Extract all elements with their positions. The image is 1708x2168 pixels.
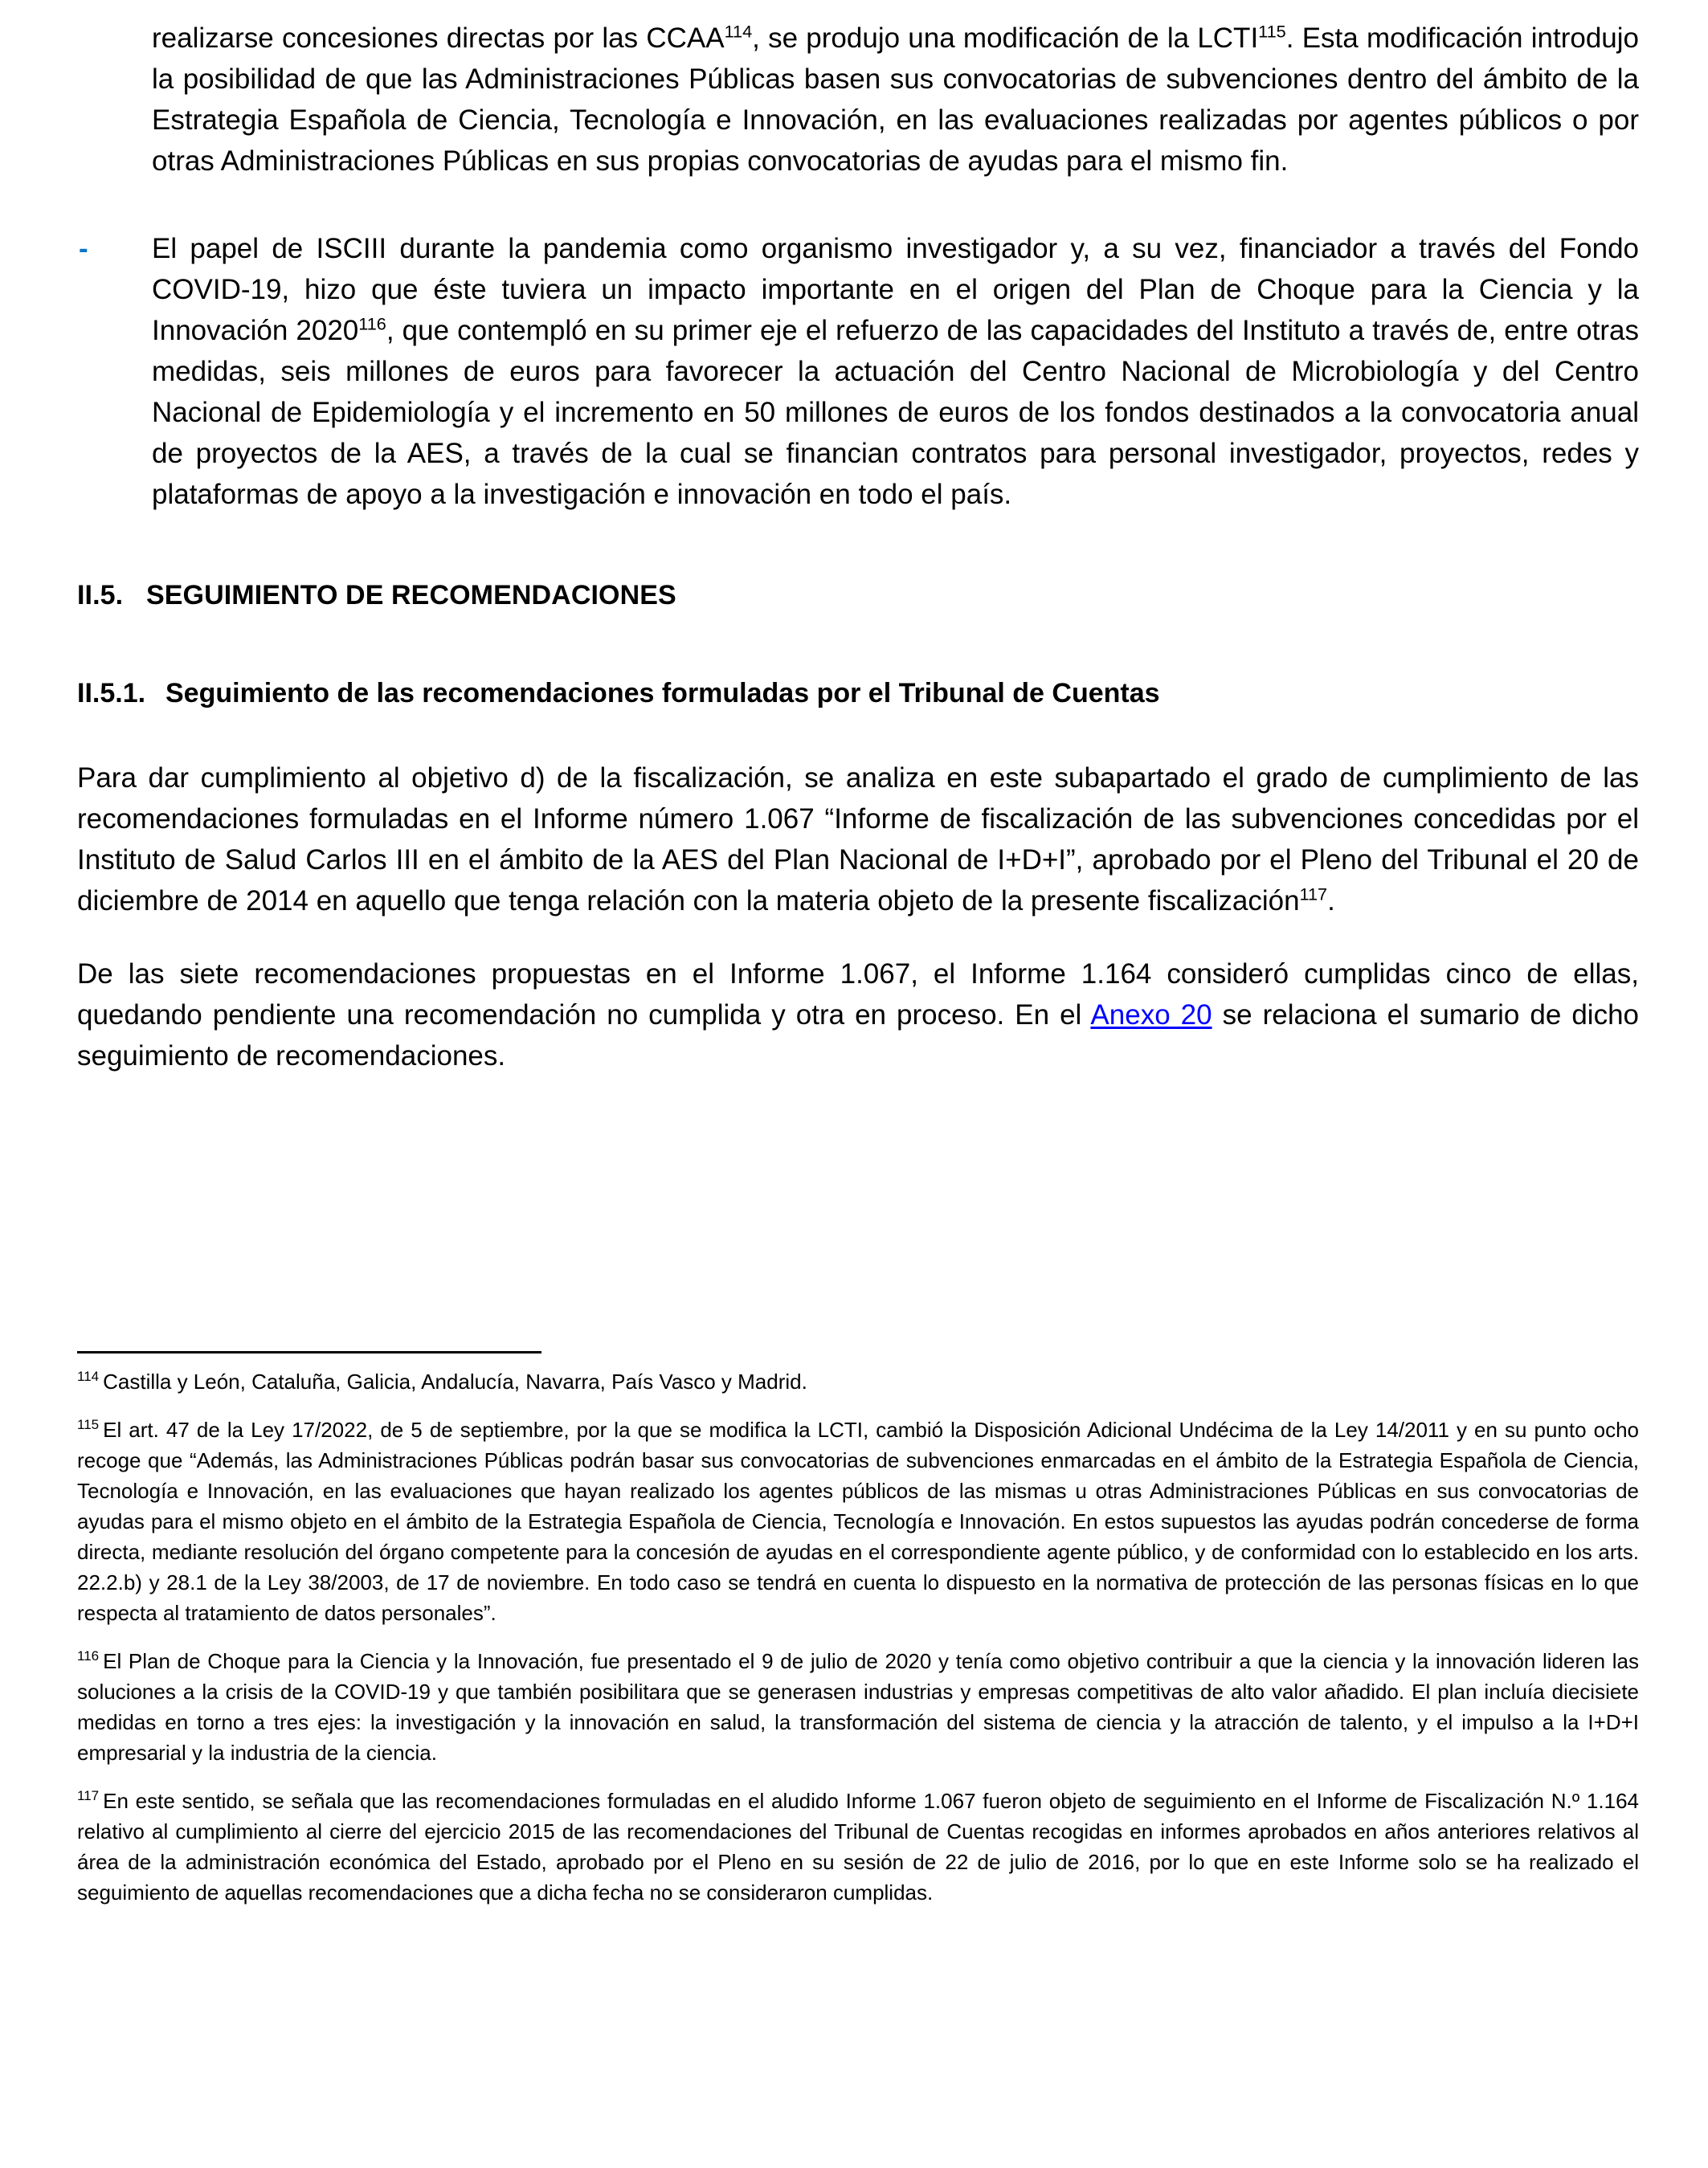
paragraph-continued <box>77 18 1639 182</box>
paragraph-objetivo-part2: . <box>1327 885 1335 917</box>
subsection-heading-ii-5-1 <box>77 676 1639 711</box>
bullet-item-part1: El papel de ISCIII durante la pandemia como organismo investigador y, a su vez, financiador a través del Fondo COVID-19, hizo que éste tuviera un impacto importante en el origen del Plan de Choque para la Ciencia y la Innovación 2020 <box>152 233 1639 346</box>
paragraph-continued-part1: realizarse concesiones directas por las CCAA <box>152 22 725 54</box>
footnote-115 <box>77 1415 1639 1628</box>
footnote-117 <box>77 1786 1639 1908</box>
footnote-ref-116[interactable]: 116 <box>358 313 386 334</box>
footnote-area <box>77 1351 1639 1908</box>
section-heading-ii-5 <box>77 578 1639 613</box>
spacer <box>77 515 1639 578</box>
paragraph-continued-part2: , se produjo una modificación de la LCTI <box>752 22 1259 54</box>
anexo-20-link[interactable]: Anexo 20 <box>1090 999 1212 1031</box>
spacer <box>77 613 1639 676</box>
footnote-number: 115 <box>77 1417 100 1433</box>
subsection-heading-title: Seguimiento de las recomendaciones formuladas por el Tribunal de Cuentas <box>165 678 1160 708</box>
footnote-number: 116 <box>77 1648 100 1664</box>
footnote-text: Castilla y León, Cataluña, Galicia, Andalucía, Navarra, País Vasco y Madrid. <box>103 1370 807 1394</box>
footnote-116 <box>77 1646 1639 1768</box>
footnote-separator <box>77 1351 541 1353</box>
paragraph-objetivo-part1: Para dar cumplimiento al objetivo d) de la fiscalización, se analiza en este subapartado el grado de cumplimiento de las recomendaciones formuladas en el Informe número 1.067 “Informe de fiscalización de las subvenciones concedidas por el Instituto de Salud Carlos III en el ámbito de la AES del Plan Nacional de I+D+I”, aprobado por el Pleno del Tribunal el 20 de diciembre de 2014 en aquello que tenga relación con la materia objeto de la presente fiscalización <box>77 762 1639 917</box>
bullet-item-text <box>152 228 1639 515</box>
paragraph-objetivo <box>77 757 1639 921</box>
section-heading-number: II.5. <box>77 580 124 610</box>
paragraph-recomendaciones <box>77 953 1639 1076</box>
footnote-text: En este sentido, se señala que las recomendaciones formuladas en el aludido Informe 1.067 fueron objeto de seguimiento en el Informe de Fiscalización N.º 1.164 relativo al cumplimiento al cierre del ejercicio 2015 de las recomendaciones del Tribunal de Cuentas recogidas en informes aprobados en años anteriores relativos al área de la administración económica del Estado, aprobado por el Pleno en su sesión de 22 de julio de 2016, por lo que en este Informe solo se ha realizado el seguimiento de aquellas recomendaciones que a dicha fecha no se consideraron cumplidas. <box>77 1789 1639 1905</box>
spacer <box>77 182 1639 228</box>
footnote-ref-115[interactable]: 115 <box>1258 21 1286 42</box>
footnote-114 <box>77 1366 1639 1397</box>
footnote-number: 114 <box>77 1369 100 1385</box>
paragraph-recomendaciones-part2: se relaciona el sumario de dicho seguimiento de recomendaciones. <box>77 999 1639 1072</box>
paragraph-recomendaciones-part1: De las siete recomendaciones propuestas en el Informe 1.067, el Informe 1.164 consideró cumplidas cinco de ellas, quedando pendiente una recomendación no cumplida y otra en proceso. En el <box>77 958 1639 1031</box>
spacer <box>77 921 1639 953</box>
paragraph-continued-part3: . Esta modificación introdujo la posibilidad de que las Administraciones Públicas basen sus convocatorias de subvenciones dentro del ámbito de la Estrategia Española de Ciencia, Tecnología e Innovación, en las evaluaciones realizadas por agentes públicos o por otras Administraciones Públicas en sus propias convocatorias de ayudas para el mismo fin. <box>152 22 1639 177</box>
subsection-heading-number: II.5.1. <box>77 678 146 708</box>
bullet-list-item <box>77 228 1639 515</box>
footnote-number: 117 <box>77 1788 100 1804</box>
bullet-marker-icon: - <box>79 233 88 264</box>
bullet-item-part2: , que contempló en su primer eje el refuerzo de las capacidades del Instituto a través de, entre otras medidas, seis millones de euros para favorecer la actuación del Centro Nacional de Microbiología y del Centro Nacional de Epidemiología y el incremento en 50 millones de euros de los fondos destinados a la convocatoria anual de proyectos de la AES, a través de la cual se financian contratos para personal investigador, proyectos, redes y plataformas de apoyo a la investigación e innovación en todo el país. <box>152 315 1639 510</box>
footnote-text: El art. 47 de la Ley 17/2022, de 5 de septiembre, por la que se modifica la LCTI, cambió la Disposición Adicional Undécima de la Ley 14/2011 y en su punto ocho recoge que “Además, las Administraciones Públicas podrán basar sus convocatorias de subvenciones enmarcadas en el ámbito de la Estrategia Española de Ciencia, Tecnología e Innovación, en las evaluaciones que hayan realizado los agentes públicos de las mismas u otras Administraciones Públicas en sus convocatorias de ayudas para el mismo objeto en el ámbito de la Estrategia Española de Ciencia, Tecnología e Innovación. En estos supuestos las ayudas podrán concederse de forma directa, mediante resolución del órgano competente para la concesión de ayudas en el correspondiente agente público, y de conformidad con lo establecido en los arts. 22.2.b) y 28.1 de la Ley 38/2003, de 17 de noviembre. En todo caso se tendrá en cuenta lo dispuesto en la normativa de protección de las personas físicas en lo que respecta al tratamiento de datos personales”. <box>77 1418 1639 1625</box>
footnote-ref-117[interactable]: 117 <box>1299 884 1328 904</box>
footnote-ref-114[interactable]: 114 <box>724 21 753 42</box>
footnote-text: El Plan de Choque para la Ciencia y la Innovación, fue presentado el 9 de julio de 2020 y tenía como objetivo contribuir a que la ciencia y la innovación lideren las soluciones a la crisis de la COVID-19 y que también posibilitara que se generasen industrias y empresas competitivas de alto valor añadido. El plan incluía diecisiete medidas en torno a tres ejes: la investigación y la innovación en salud, la transformación del sistema de ciencia y la atracción de talento, y el impulso a la I+D+I empresarial y la industria de la ciencia. <box>77 1649 1639 1765</box>
section-heading-title: SEGUIMIENTO DE RECOMENDACIONES <box>146 580 676 610</box>
spacer <box>77 711 1639 757</box>
